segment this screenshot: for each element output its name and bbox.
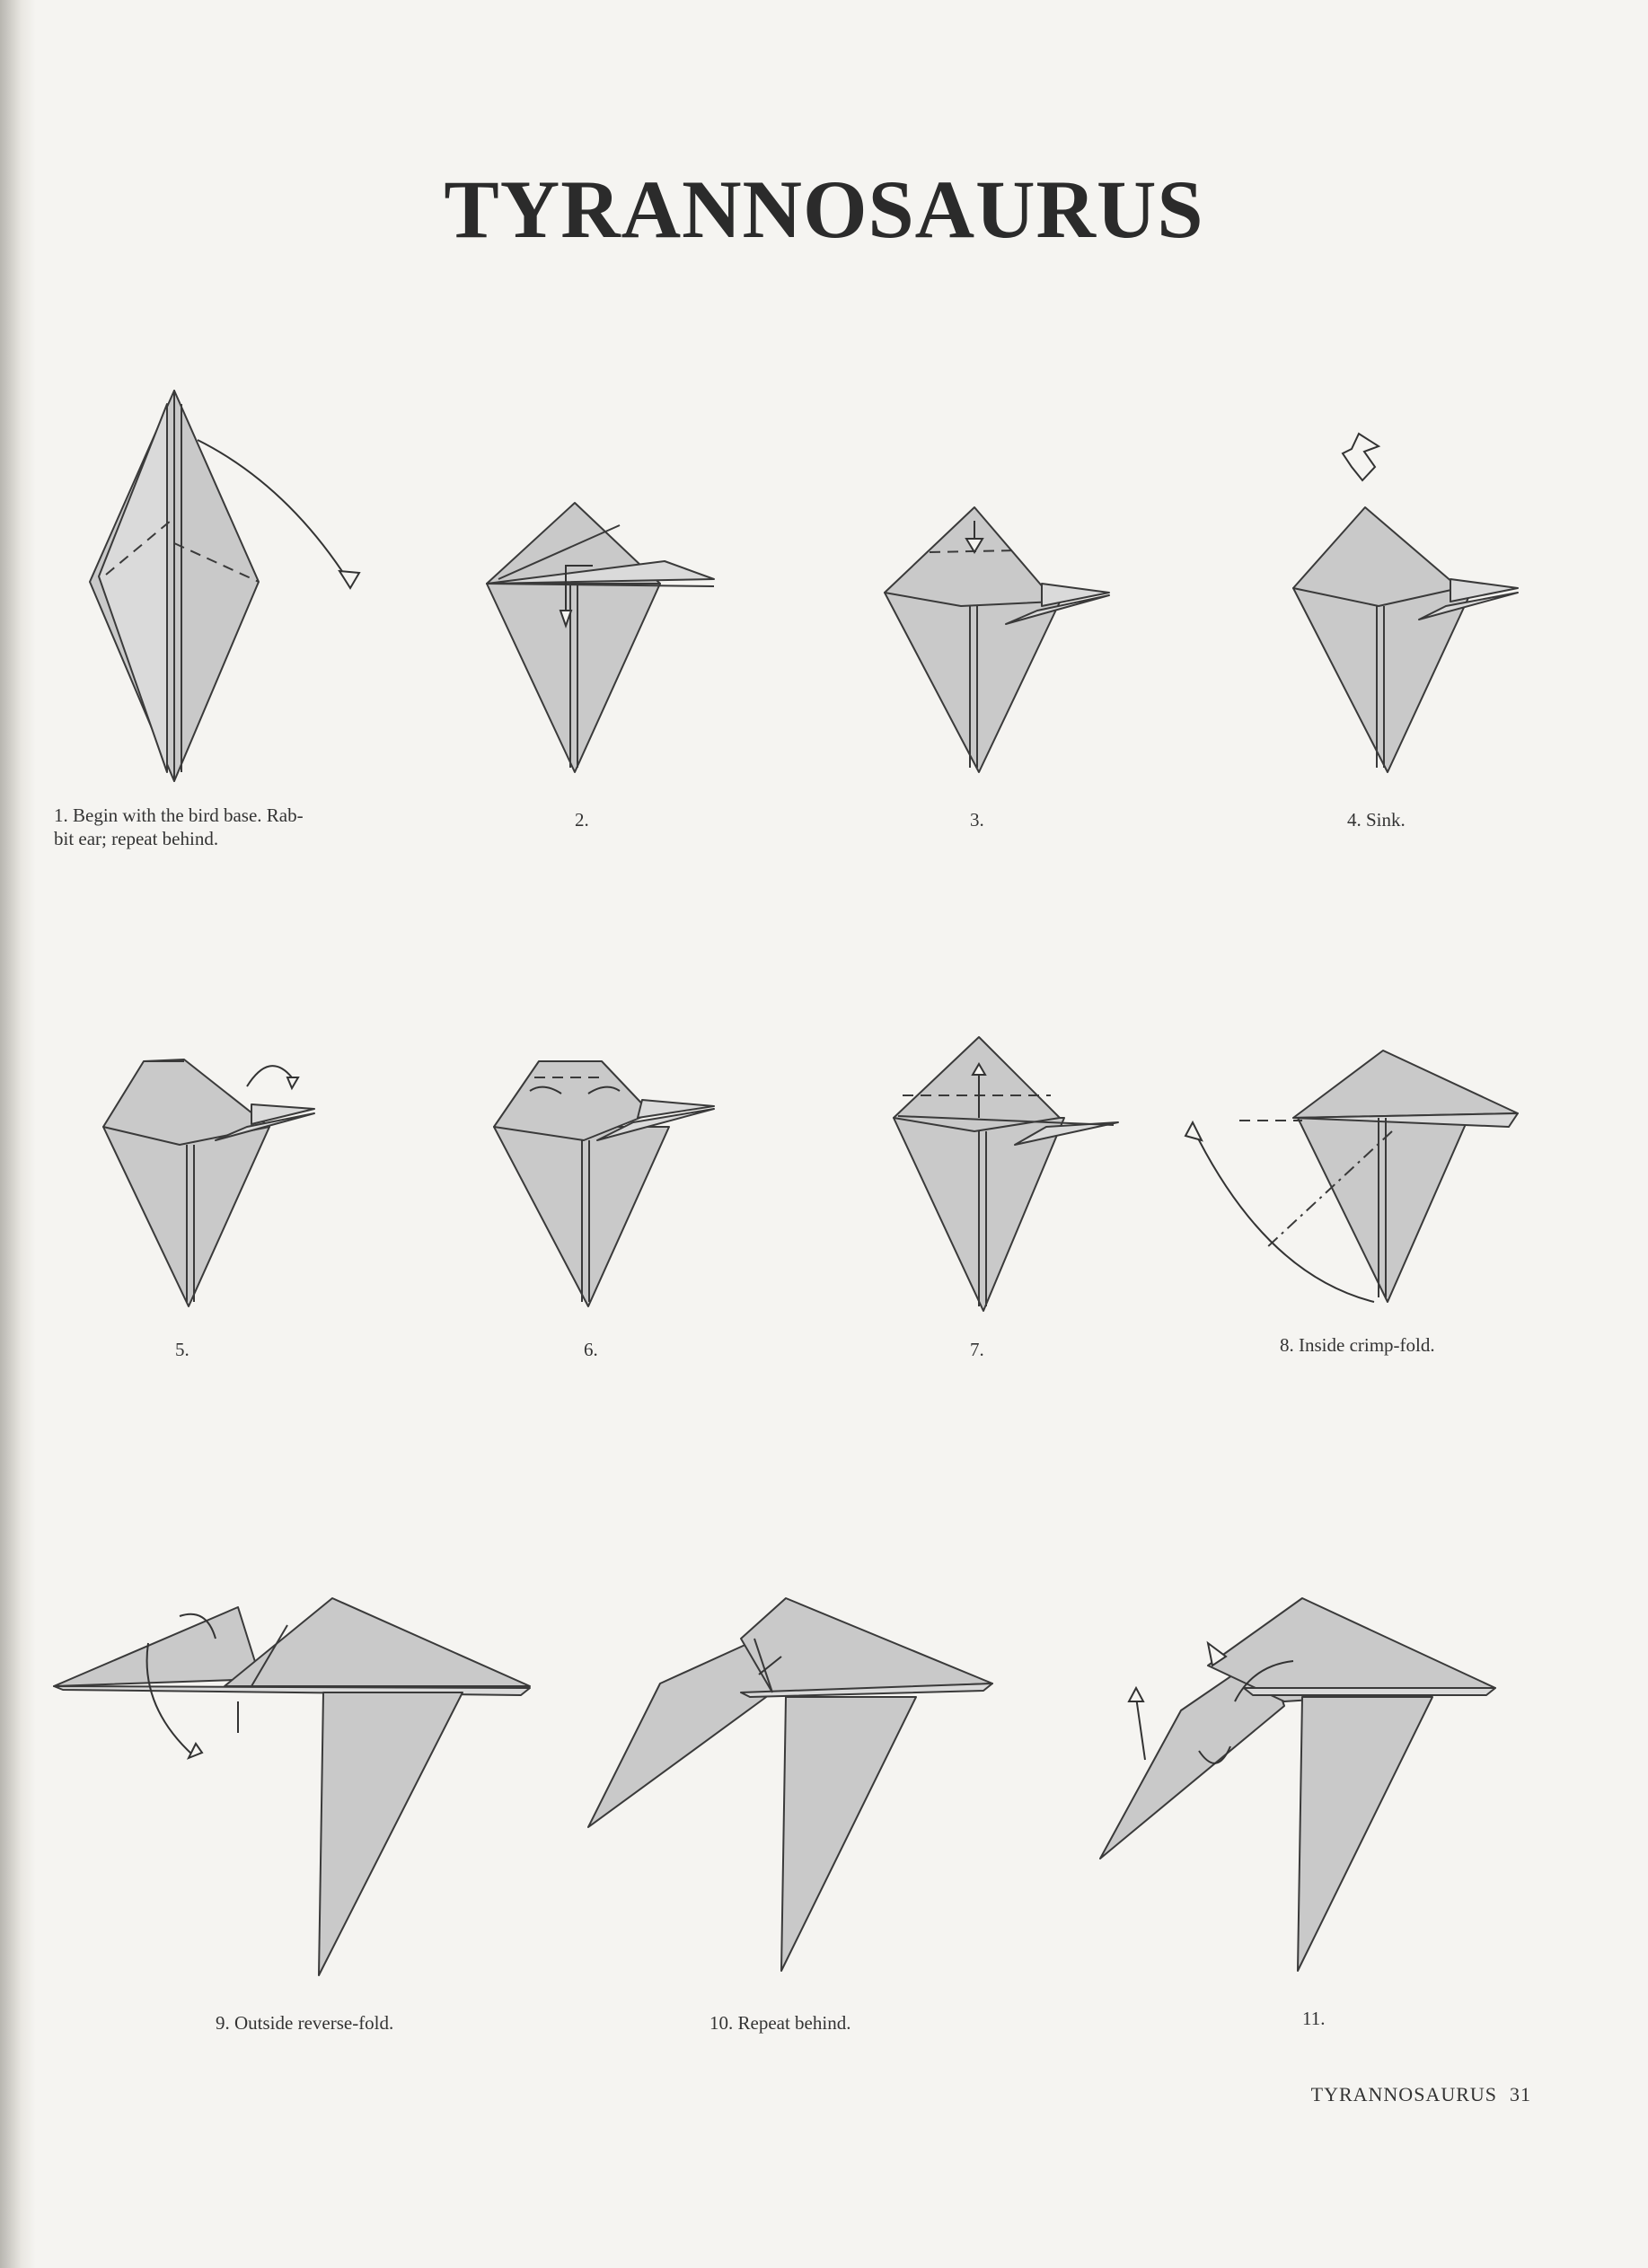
- page-number: 31: [1510, 2083, 1531, 2105]
- step-9: [54, 1589, 539, 2034]
- step-4: [1289, 426, 1531, 831]
- step-6-caption: 6.: [584, 1339, 598, 1360]
- page-title: TYRANNOSAURUS: [444, 163, 1204, 255]
- step-2: [485, 498, 727, 831]
- page-binding-shadow: [0, 0, 36, 2268]
- step-11: [1100, 1589, 1504, 2029]
- step-8-diagram: [1159, 1042, 1536, 1347]
- step-2-caption: 2.: [575, 809, 589, 831]
- step-6-diagram: [489, 1042, 732, 1347]
- step-9-caption: 9. Outside reverse-fold.: [216, 2012, 394, 2034]
- step-5-diagram: [99, 1042, 341, 1347]
- step-11-diagram: [1100, 1589, 1504, 2011]
- step-8-caption: 8. Inside crimp-fold.: [1280, 1334, 1435, 1356]
- step-2-diagram: [485, 498, 727, 795]
- step-9-diagram: [54, 1589, 539, 2011]
- step-1-caption: 1. Begin with the bird base. Rab- bit ear; repeat behind.: [54, 804, 304, 849]
- step-10: [588, 1594, 1001, 2034]
- page-footer: [1299, 2083, 1531, 2106]
- footer-title: TYRANNOSAURUS: [1310, 2083, 1497, 2105]
- step-7-diagram: [889, 1010, 1132, 1347]
- step-4-caption: 4. Sink.: [1347, 809, 1406, 831]
- step-10-caption: 10. Repeat behind.: [709, 2012, 851, 2034]
- step-10-diagram: [588, 1594, 1001, 2011]
- step-3: [880, 498, 1123, 831]
- step-7-caption: 7.: [970, 1339, 984, 1360]
- step-5-caption: 5.: [175, 1339, 189, 1360]
- step-4-diagram: [1289, 426, 1531, 795]
- step-7: [889, 1010, 1132, 1360]
- step-5: [99, 1042, 341, 1360]
- step-6: [489, 1042, 732, 1360]
- step-3-caption: 3.: [970, 809, 984, 831]
- step-3-diagram: [880, 498, 1123, 795]
- step-1: [54, 386, 377, 849]
- step-8: [1159, 1042, 1536, 1356]
- step-11-caption: 11.: [1302, 2008, 1326, 2029]
- step-1-diagram: [81, 386, 377, 790]
